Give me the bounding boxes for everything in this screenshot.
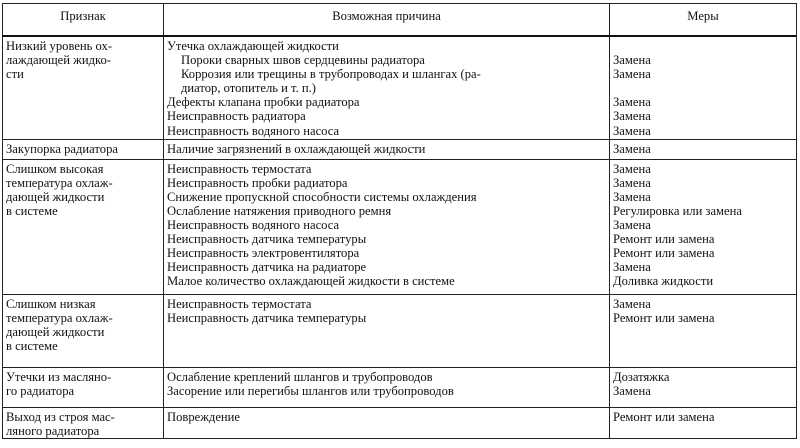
measure-line: Замена (613, 296, 651, 311)
measure-line: Регулировка или замена (613, 203, 742, 218)
cause-line: Ослабление креплений шлангов и трубопроводов (167, 369, 433, 384)
sign-line: в системе (6, 338, 58, 353)
sign-line: температура охлаж- (6, 310, 113, 325)
sign-line: лаждающей жидко- (6, 53, 111, 68)
sign-cell (3, 407, 164, 438)
cause-line: Ослабление натяжения приводного ремня (167, 203, 392, 218)
cause-line: Неисправность термостата (167, 161, 312, 176)
measure-line (613, 39, 793, 53)
table-header-row (3, 4, 797, 37)
measures-cell (610, 36, 797, 139)
cause-line: Коррозия или трещины в трубопроводах и шлангах (ра- (181, 67, 481, 82)
cause-line: Неисправность радиатора (167, 109, 306, 124)
cause-line: Повреждение (167, 409, 240, 424)
measure-line (613, 81, 793, 95)
cause-line: диатор, отопитель и т. п.) (181, 81, 316, 96)
measure-line: Замена (613, 141, 651, 156)
table-row (3, 407, 797, 438)
sign-line: дающей жидкости (6, 189, 105, 204)
sign-line: Выход из строя мас- (6, 409, 115, 424)
cause-line: Неисправность датчика на радиаторе (167, 260, 367, 275)
cause-line: Неисправность термостата (167, 296, 312, 311)
measure-line: Замена (613, 383, 651, 398)
measure-line: Ремонт или замена (613, 246, 715, 261)
cause-line: Наличие загрязнений в охлаждающей жидкости (167, 141, 426, 156)
header-cause: Возможная причина (164, 4, 610, 37)
measure-line: Замена (613, 67, 651, 82)
cause-cell (164, 367, 610, 407)
table-row (3, 139, 797, 159)
cause-cell (164, 159, 610, 294)
measure-line: Замена (613, 95, 651, 110)
measure-line: Замена (613, 175, 651, 190)
sign-line: го радиатора (6, 383, 75, 398)
troubleshooting-table (2, 3, 797, 439)
measure-line: Замена (613, 217, 651, 232)
sign-line: температура охлаж- (6, 175, 113, 190)
table-row (3, 294, 797, 367)
measure-line: Доливка жидкости (613, 274, 714, 289)
measure-line: Замена (613, 123, 651, 138)
sign-cell (3, 139, 164, 159)
cause-line: Неисправность электровентилятора (167, 246, 360, 261)
measure-line: Замена (613, 260, 651, 275)
sign-cell (3, 36, 164, 139)
sign-line: в системе (6, 203, 58, 218)
cause-line: Неисправность водяного насоса (167, 123, 340, 138)
cause-line: Утечка охлаждающей жидкости (167, 39, 339, 53)
sign-line: Слишком низкая (6, 296, 96, 311)
sign-line: Утечки из масляно- (6, 369, 112, 384)
header-sign: Признак (3, 4, 164, 37)
cause-cell (164, 36, 610, 139)
cause-cell (164, 294, 610, 367)
sign-line: Низкий уровень ох- (6, 39, 113, 53)
cause-line: Неисправность водяного насоса (167, 217, 340, 232)
header-measures: Меры (610, 4, 797, 37)
measure-line: Дозатяжка (613, 369, 670, 384)
sign-line: Слишком высокая (6, 161, 104, 176)
cause-line: Пороки сварных швов сердцевины радиатора (181, 53, 425, 68)
measures-cell (610, 407, 797, 438)
measure-line: Ремонт или замена (613, 310, 715, 325)
cause-line: Неисправность пробки радиатора (167, 175, 348, 190)
cause-line: Засорение или перегибы шлангов или трубопроводов (167, 383, 454, 398)
measure-line: Замена (613, 189, 651, 204)
sign-line: сти (6, 67, 24, 82)
measure-line: Замена (613, 109, 651, 124)
table-row (3, 367, 797, 407)
measure-line: Замена (613, 53, 651, 68)
sign-cell (3, 294, 164, 367)
table-row (3, 159, 797, 294)
measure-line: Замена (613, 161, 651, 176)
cause-cell (164, 139, 610, 159)
measure-line: Ремонт или замена (613, 409, 715, 424)
sign-line: Закупорка радиатора (6, 141, 118, 156)
measures-cell (610, 139, 797, 159)
measures-cell (610, 159, 797, 294)
cause-line: Неисправность датчика температуры (167, 231, 367, 246)
cause-line: Малое количество охлаждающей жидкости в системе (167, 274, 455, 289)
measures-cell (610, 294, 797, 367)
sign-cell (3, 367, 164, 407)
measures-cell (610, 367, 797, 407)
cause-cell (164, 407, 610, 438)
sign-line: ляного радиатора (6, 423, 100, 438)
sign-line: дающей жидкости (6, 324, 105, 339)
cause-line: Неисправность датчика температуры (167, 310, 367, 325)
table-body (3, 36, 797, 438)
cause-line: Снижение пропускной способности системы охлаждения (167, 189, 477, 204)
table-row (3, 36, 797, 139)
cause-line: Дефекты клапана пробки радиатора (167, 95, 360, 110)
sign-cell (3, 159, 164, 294)
measure-line: Ремонт или замена (613, 231, 715, 246)
